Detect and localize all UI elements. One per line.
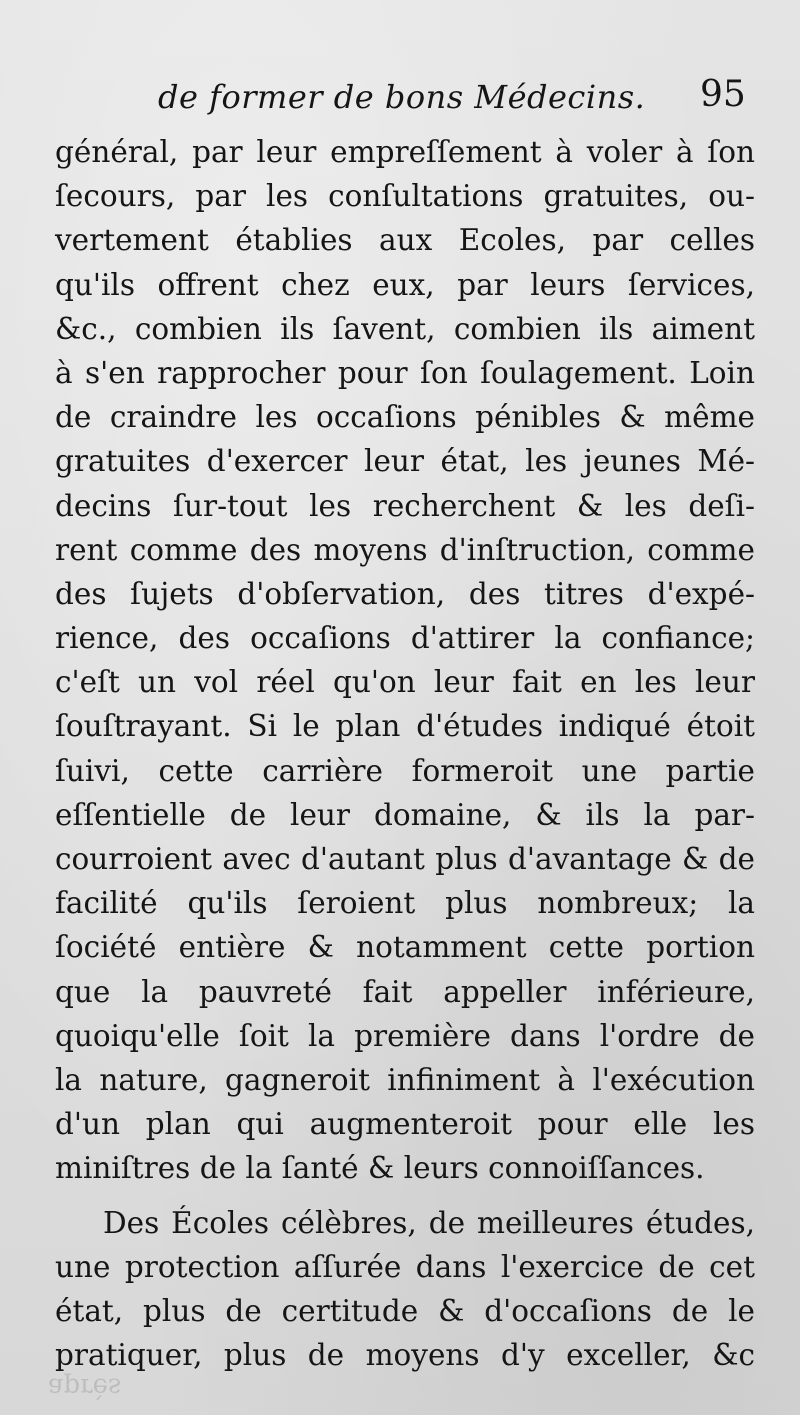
- text-line: ſecours, par les conſultations gratuites, ou-: [55, 179, 755, 214]
- text-line: d'un plan qui augmenteroit pour elle les: [55, 1107, 755, 1142]
- text-line: des ſujets d'obſervation, des titres d'expé-: [55, 576, 755, 611]
- text-line: eſſentielle de leur domaine, & ils la par-: [55, 797, 755, 832]
- page-header: [0, 74, 800, 126]
- text-line: état, plus de certitude & d'occaſions de le: [55, 1293, 755, 1328]
- text-line: que la pauvreté fait appeller inférieure,: [55, 974, 755, 1009]
- text-line: c'eſt un vol réel qu'on leur fait en les leur: [55, 665, 755, 700]
- text-line: Des Écoles célèbres, de meilleures études,: [103, 1205, 755, 1240]
- text-line: facilité qu'ils ſeroient plus nombreux; la: [55, 886, 755, 921]
- text-line: une protection aſſurée dans l'exercice de cet: [55, 1249, 755, 1284]
- text-line: courroient avec d'autant plus d'avantage & de: [55, 842, 755, 876]
- text-line: miniſtres de la ſanté & leurs connoiſſances.: [55, 1151, 705, 1186]
- text-line: à s'en rapprocher pour ſon ſoulagement. Loin: [55, 355, 755, 390]
- text-line: ſociété entière & notamment cette portion: [55, 930, 755, 965]
- text-line: ſuivi, cette carrière formeroit une partie: [55, 753, 755, 788]
- paragraph-2: [55, 1201, 755, 1378]
- bleed-through-text: après: [48, 1372, 122, 1402]
- text-line: qu'ils offrent chez eux, par leurs ſervices,: [55, 267, 755, 302]
- body-text: [55, 130, 755, 1377]
- text-line: pratiquer, plus de moyens d'y exceller, &c: [55, 1338, 755, 1373]
- text-line: &c., combien ils ſavent, combien ils aiment: [55, 311, 755, 346]
- text-line: quoiqu'elle ſoit la première dans l'ordre de: [55, 1018, 755, 1053]
- text-line: rience, des occaſions d'attirer la confiance;: [55, 621, 755, 656]
- text-line: ſouſtrayant. Si le plan d'études indiqué étoit: [55, 709, 755, 744]
- text-line: vertement établies aux Ecoles, par celles: [55, 223, 755, 258]
- page-number: 95: [700, 74, 746, 115]
- paragraph-1: [55, 130, 755, 1191]
- text-line: général, par leur empreſſement à voler à ſon: [55, 135, 755, 169]
- text-line: de craindre les occaſions pénibles & même: [55, 400, 755, 435]
- text-line: gratuites d'exercer leur état, les jeunes Mé-: [55, 444, 755, 479]
- text-line: decins ſur-tout les recherchent & les deſi-: [55, 488, 755, 523]
- running-head: de former de bons Médecins.: [158, 78, 646, 116]
- text-line: rent comme des moyens d'inſtruction, comme: [55, 532, 755, 567]
- text-line: la nature, gagneroit infiniment à l'exécution: [55, 1062, 755, 1097]
